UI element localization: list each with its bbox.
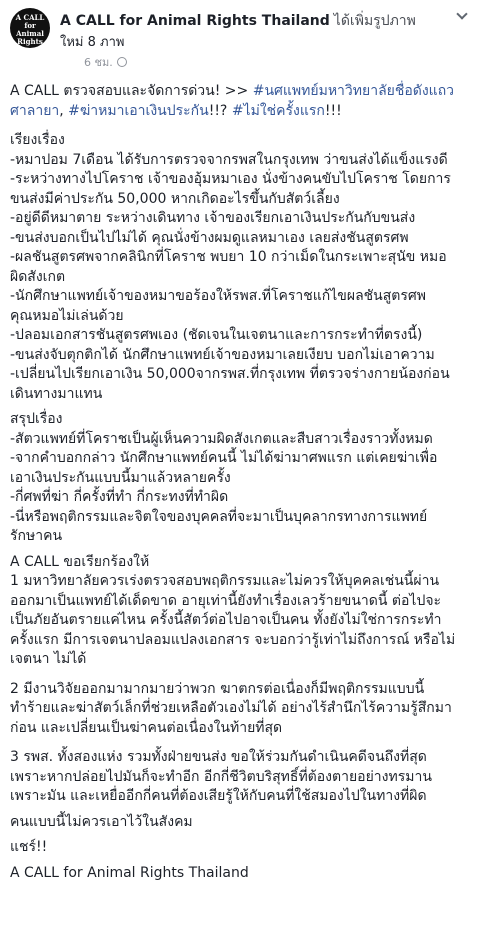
story-line: -ผลชันสูตรศพจากคลินิกที่โคราช พบยา 10 กว่าเม็ดในกระเพาะสุนัข หมอ xyxy=(10,249,447,265)
story-line: ขนส่งมีค่าประกัน 50,000 หากเกิดอะไรขึ้นกับสัตว์เลี้ยง xyxy=(10,190,340,207)
closing-line: คนแบบนี้ไม่ควรเอาไว้ในสังคม xyxy=(10,813,193,830)
demand-line: ทำร้ายและฆ่าสัตว์เล็กที่ช่วยเหลือตัวเองไม่ได้ อย่างไร้สำนึกไร้ความรู้สึกมา xyxy=(10,700,452,716)
demand-line: 3 รพส. ทั้งสองแห่ง รวมทั้งฝ่ายขนส่ง ขอให้ร่วมกันดำเนินคดีจนถึงที่สุด xyxy=(10,749,427,765)
summary-line: รักษาคน xyxy=(10,528,63,544)
story-line: -เปลี่ยนไปเรียกเอาเงิน 50,000จากรพส.ที่กรุงเทพ ที่ตรวจร่างกายน้องก่อน xyxy=(10,366,450,382)
story-line: -ขนส่งบอกเป็นไปไม่ได้ คุณนั่งข้างผมดูแลหมาเอง เลยส่งชันสูตรศพ xyxy=(10,229,409,246)
story-line: คุณหมอไม่เล่นด้วย xyxy=(10,307,124,324)
summary-line: -นี่หรือพฤติกรรมและจิตใจของบุคคลที่จะมาเป็นบุคลากรทางการแพทย์ xyxy=(10,508,428,525)
demand-line: เพราะมัน และเหยื่ออีกกี่คนที่ต้องเสียรู้ให้กับคนที่ใช้สมองไปในทางที่ผิด xyxy=(10,788,427,804)
demand-line: ครั้งแรก มีการเจตนาปลอมแปลงเอกสาร จะบอกว่ารู้เท่าไม่ถึงการณ์ หรือไม่ xyxy=(10,631,456,648)
demand-line: เจตนา ไม่ได้ xyxy=(10,651,87,667)
chevron-down-icon[interactable] xyxy=(456,10,468,22)
story-line: เดินทางมาแทน xyxy=(10,385,103,402)
hashtag-link[interactable]: ศาลายา xyxy=(10,102,60,119)
intro-text: , xyxy=(59,102,69,119)
post-body xyxy=(10,82,472,883)
share-line: แชร์!! xyxy=(10,839,48,855)
summary-title: สรุปเรื่อง xyxy=(10,411,63,427)
hashtag-link[interactable]: #ไม่ใช่ครั้งแรก xyxy=(231,102,325,119)
summary-line: -สัตวแพทย์ที่โคราชเป็นผู้เห็นความผิดสังเกตและสืบสาวเรื่องราวทั้งหมด xyxy=(10,430,433,447)
summary-line: -กี่ศพที่ฆ่า กี่ครั้งที่ทำ กี่กระทงที่ทำผิด xyxy=(10,489,229,505)
story-line: -อยู่ดีดีหมาตาย ระหว่างเดินทาง เจ้าของเรียกเอาเงินประกันกับขนส่ง xyxy=(10,210,416,226)
demand-line: เป็นภัยอันตรายแค่ไหน ครั้งนี้สัตว์ต่อไปอาจเป็นคน ทั้งยังไม่ใช่การกระทำ xyxy=(10,612,442,628)
demand-line: เพราะหากปล่อยไปมันก็จะทำอีก อีกกี่ชีวิตบริสุทธิ์ที่ต้องตายอย่างทรมาน xyxy=(10,768,432,785)
page-name-link[interactable]: A CALL for Animal Rights Thailand xyxy=(60,13,330,29)
page-name-line xyxy=(60,10,416,32)
story-line: -ขนส่งจับตุกติกได้ นักศึกษาแพทย์เจ้าของหมาเลยเงียบ บอกไม่เอาความ xyxy=(10,346,435,363)
intro-text: !!! xyxy=(324,102,342,119)
post-subline[interactable]: ใหม่ 8 ภาพ xyxy=(60,35,125,50)
post-timestamp[interactable]: 6 ชม. xyxy=(84,56,113,69)
story-line: ผิดสังเกต xyxy=(10,268,66,285)
avatar-logo-text: A CALL for Animal Rights xyxy=(15,13,45,46)
signature-line: A CALL for Animal Rights Thailand xyxy=(10,864,249,881)
post-meta xyxy=(84,53,127,71)
page-avatar[interactable] xyxy=(10,8,50,48)
hashtag-link[interactable]: #ฆ่าหมาเอาเงินประกัน xyxy=(68,102,209,119)
story-line: -หมาปอม 7เดือน ได้รับการตรวจจากรพสในกรุงเทพ ว่าขนส่งได้แข็งแรงดี xyxy=(10,151,448,168)
story-title: เรียงเรื่อง xyxy=(10,132,65,148)
summary-line: เอาเงินประกันแบบนี้มาแล้วหลายครั้ง xyxy=(10,469,231,486)
demand-line: ออกมาเป็นแพทย์ได้เด็ดขาด อายุเท่านี้ยังทำเรื่องเลวร้ายขนาดนี้ ต่อไปจะ xyxy=(10,592,442,609)
globe-icon xyxy=(117,57,127,67)
demand-title: A CALL ขอเรียกร้องให้ xyxy=(10,553,150,570)
post-header xyxy=(0,0,480,72)
summary-line: -จากคำบอกกล่าว นักศึกษาแพทย์คนนี้ ไม่ได้ฆ่ามาศพแรก แต่เคยฆ่าเพื่อ xyxy=(10,450,438,466)
demand-line: 1 มหาวิทยาลัยควรเร่งตรวจสอบพฤติกรรมและไม่ควรให้บุคคลเช่นนี้ผ่าน xyxy=(10,573,440,589)
hashtag-link[interactable]: #นศแพทย์มหาวิทยาลัยชื่อดังแถว xyxy=(252,83,455,99)
demand-line: ก่อน และเปลี่ยนเป็นฆ่าคนต่อเนื่องในท้ายที่สุด xyxy=(10,719,283,736)
story-line: -ปลอมเอกสารชันสูตรศพเอง (ชัดเจนในเจตนาและการกระทำที่ตรงนี้) xyxy=(10,327,423,343)
post-action-text: ได้เพิ่มรูปภาพ xyxy=(333,13,416,29)
intro-text: A CALL ตรวจสอบและจัดการด่วน! >> xyxy=(10,83,253,99)
story-line: -นักศึกษาแพทย์เจ้าของหมาขอร้องให้รพส.ที่โคราชแก้ไขผลชันสูตรศพ xyxy=(10,288,427,304)
post-intro xyxy=(10,82,472,121)
story-line: -ระหว่างทางไปโคราช เจ้าของอุ้มหมาเอง นั่งข้างคนขับไปโคราช โดยการ xyxy=(10,171,451,187)
demand-line: 2 มีงานวิจัยออกมามากมายว่าพวก ฆาตกรต่อเนื่องก็มีพฤติกรรมแบบนี้ xyxy=(10,680,425,697)
intro-text: !!? xyxy=(208,102,232,119)
